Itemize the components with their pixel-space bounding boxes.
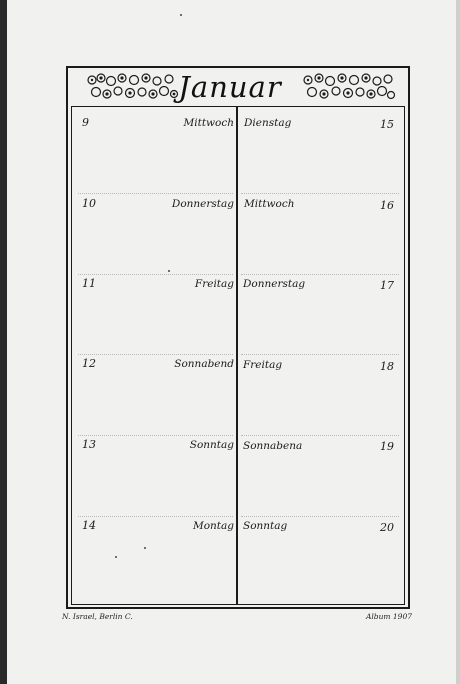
row-separator — [78, 193, 233, 194]
weekday-label: Sonnabend — [174, 358, 234, 370]
row-separator — [241, 435, 399, 436]
column-divider — [236, 107, 238, 604]
weekday-label: Freitag — [194, 278, 234, 290]
row-separator — [78, 435, 233, 436]
weekday-label: Sonntag — [243, 520, 288, 532]
day-number: 18 — [380, 360, 394, 373]
weekday-label: Mittwoch — [183, 117, 234, 129]
weekday-label: Donnerstag — [171, 198, 234, 210]
day-number: 10 — [82, 197, 96, 210]
weekday-label: Sonntag — [189, 439, 234, 451]
day-number: 15 — [380, 118, 394, 131]
weekday-label: Dienstag — [244, 117, 292, 129]
row-separator — [78, 354, 233, 355]
day-number: 20 — [380, 521, 394, 534]
row-separator — [241, 274, 399, 275]
day-number: 14 — [82, 519, 96, 532]
print-speck — [144, 547, 146, 549]
row-separator — [78, 274, 233, 275]
row-separator — [241, 193, 399, 194]
print-speck — [180, 14, 182, 16]
day-number: 19 — [380, 440, 394, 453]
weekday-label: Sonnabena — [243, 440, 303, 452]
day-number: 17 — [380, 279, 394, 292]
publisher-credit: N. Israel, Berlin C. — [62, 612, 133, 621]
print-speck — [168, 270, 170, 272]
row-separator — [78, 516, 233, 517]
row-separator — [241, 354, 399, 355]
day-number: 12 — [82, 357, 96, 370]
day-number: 11 — [82, 277, 96, 290]
weekday-label: Freitag — [243, 359, 283, 371]
album-year: Album 1907 — [365, 612, 412, 621]
weekday-label: Montag — [192, 520, 234, 532]
print-speck — [115, 556, 117, 558]
day-number: 13 — [82, 438, 96, 451]
calendar-inner-frame — [71, 106, 405, 605]
day-number: 16 — [380, 199, 394, 212]
month-title: Januar — [178, 70, 282, 104]
day-number: 9 — [82, 116, 89, 129]
weekday-label: Donnerstag — [243, 278, 306, 290]
row-separator — [241, 516, 399, 517]
floral-ornament-icon — [300, 71, 396, 103]
weekday-label: Mittwoch — [244, 198, 295, 210]
